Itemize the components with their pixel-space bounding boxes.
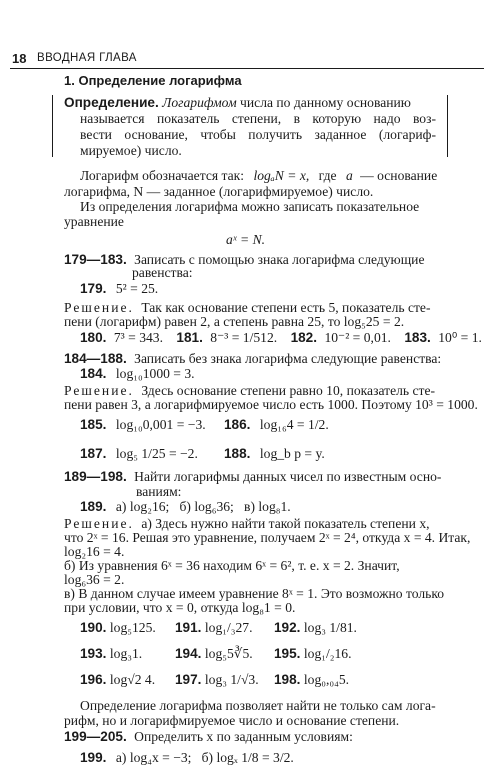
exercise-expression: 8⁻³ = 1/512. [210, 330, 278, 345]
exercise-expression: log₁₀1000 = 3. [115, 366, 195, 381]
definition-term: Логарифмом [162, 95, 237, 110]
exercise-number: 180. [80, 330, 107, 345]
exercise-expression: log₁₀0,001 = −3. [115, 417, 206, 432]
solution-189-line-5: log₆36 = 2. [64, 572, 125, 587]
exercise-number: 188. [224, 446, 251, 461]
exercise-188 [224, 446, 325, 462]
exercise-expression: log₅125. [109, 620, 156, 635]
exponential-equation: aˣ = N. [226, 232, 266, 247]
exercise-191 [175, 620, 253, 636]
exercise-number: 195. [274, 646, 301, 661]
exercise-number: 198. [274, 672, 301, 687]
running-title: ВВОДНАЯ ГЛАВА [37, 52, 137, 64]
exercise-row-180-183 [80, 330, 482, 346]
section-title: 1. Определение логарифма [64, 73, 242, 88]
task-text: Определить x по заданным условиям: [134, 729, 353, 744]
task-189-198-line-2: ваниям: [136, 484, 182, 499]
exercise-number: 179. [80, 281, 107, 296]
exercise-number: 189. [80, 499, 107, 514]
solution-text: а) Здесь нужно найти такой показатель степени x, [141, 516, 430, 531]
definition-right-bar [447, 95, 448, 157]
exercise-expression: log₃1. [109, 646, 143, 661]
exercise-expression: 10⁰ = 1. [438, 330, 482, 345]
exercise-expression: log₃ 1/81. [303, 620, 357, 635]
notation-text: где [318, 168, 337, 183]
exercise-186 [224, 417, 329, 433]
task-range: 189—198. [64, 469, 127, 484]
solution-label: Решение. [64, 383, 134, 398]
exercise-row-185-186 [80, 417, 206, 433]
exercise-number: 197. [175, 672, 202, 687]
exercise-number: 186. [224, 417, 251, 432]
exercise-number: 191. [175, 620, 202, 635]
notation-formula: logₐN = x, [253, 168, 310, 183]
task-text: Найти логарифмы данных чисел по известным осно- [134, 469, 442, 484]
definition-line-3: вести основание, чтобы получить заданное (логариф- [80, 127, 436, 142]
header-rule [10, 68, 484, 69]
solution-179-line-2: пени (логарифм) равен 2, а степень равна 25, то log₅25 = 2. [64, 314, 405, 329]
exercise-number: 199. [80, 750, 107, 765]
solution-189-line-3: log₂16 = 4. [64, 544, 125, 559]
exercise-192 [274, 620, 357, 636]
exercise-number: 193. [80, 646, 107, 661]
page-number: 18 [12, 51, 27, 66]
exercise-number: 181. [176, 330, 203, 345]
exercise-expression: log₁/₃27. [204, 620, 253, 635]
exercise-expression: log√2 4. [109, 672, 156, 687]
definition-line-2: называется показатель степени, в которую надо воз- [80, 111, 436, 126]
solution-text: Так как основание степени есть 5, показатель сте- [141, 300, 431, 315]
task-179-183-line-2: равенства: [132, 265, 193, 280]
definition-text-1: числа по данному основанию [240, 95, 411, 110]
notation-line-2: логарифма, N — заданное (логарифмируемое) число. [64, 184, 374, 199]
exercise-expression: 7³ = 343. [113, 330, 163, 345]
task-range: 179—183. [64, 252, 127, 267]
solution-text: Здесь основание степени равно 10, показатель сте- [141, 383, 436, 398]
exercise-189 [80, 499, 291, 515]
solution-189-line-2: что 2ˣ = 16. Решая это уравнение, получаем 2ˣ = 2⁴, откуда x = 4. Итак, [64, 530, 471, 545]
exercise-number: 190. [80, 620, 107, 635]
task-199-205 [64, 729, 353, 745]
exercise-expression: log_b p = y. [259, 446, 325, 461]
exercise-expression: log₁₆4 = 1/2. [259, 417, 329, 432]
solution-label: Решение. [64, 300, 134, 315]
solution-184-line-2: пени равен 3, а логарифмируемое число есть 1000. Поэтому 10³ = 1000. [64, 397, 478, 412]
task-text: Записать с помощью знака логарифма следующие [134, 252, 425, 267]
exercise-expression: log₁/₂16. [303, 646, 352, 661]
exercise-184 [80, 366, 195, 382]
exercise-198 [274, 672, 349, 688]
closing-line-1: Определение логарифма позволяет найти не только сам лога- [80, 698, 436, 713]
task-range: 184—188. [64, 351, 127, 366]
exercise-number: 182. [290, 330, 318, 345]
exercise-expression: log₅5∛5. [204, 646, 253, 661]
task-189-198 [64, 469, 441, 485]
exercise-197 [175, 672, 259, 688]
closing-line-2: рифм, но и логарифмируемое число и основание степени. [64, 713, 400, 728]
exercise-number: 196. [80, 672, 107, 687]
solution-label: Решение. [64, 516, 134, 531]
definition-line-1 [64, 95, 436, 111]
exercise-expression: log₅ 1/25 = −2. [115, 446, 198, 461]
exercise-number: 184. [80, 366, 107, 381]
exercise-number: 192. [274, 620, 301, 635]
solution-189-line-4: б) Из уравнения 6ˣ = 36 находим 6ˣ = 6², т. е. x = 2. Значит, [64, 558, 400, 573]
exercise-199 [80, 750, 294, 766]
exercise-195 [274, 646, 352, 662]
notation-line-4: уравнение [64, 214, 124, 229]
exercise-expression: 10⁻² = 0,01. [324, 330, 391, 345]
task-range: 199—205. [64, 729, 127, 744]
definition-left-bar [52, 95, 53, 157]
exercise-number: 187. [80, 446, 107, 461]
task-179-183 [64, 252, 424, 268]
exercise-194 [175, 646, 253, 662]
exercise-193 [80, 646, 142, 662]
exercise-expression: а) log₄x = −3; б) logₓ 1/8 = 3/2. [115, 750, 294, 765]
notation-line-1 [80, 168, 437, 184]
definition-line-4: мируемое) число. [80, 143, 182, 158]
exercise-number: 185. [80, 417, 107, 432]
exercise-190 [80, 620, 156, 636]
exercise-196 [80, 672, 155, 688]
notation-text: Логарифм обозначается так: [80, 168, 245, 183]
task-184-188 [64, 351, 441, 367]
solution-189-line-7: при условии, что x = 0, откуда log₈1 = 0. [64, 600, 296, 615]
exercise-expression: log₀,₀₄5. [303, 672, 350, 687]
exercise-179 [80, 281, 158, 297]
notation-text: — основание [360, 168, 438, 183]
notation-line-3: Из определения логарифма можно записать показательное [80, 199, 420, 214]
task-text: Записать без знака логарифма следующие равенства: [134, 351, 442, 366]
exercise-expression: log₃ 1/√3. [204, 672, 259, 687]
exercise-187 [80, 446, 198, 462]
exercise-expression: а) log₂16; б) log₆36; в) log₈1. [115, 499, 291, 514]
exercise-expression: 5² = 25. [115, 281, 159, 296]
exercise-number: 194. [175, 646, 202, 661]
solution-189-line-6: в) В данном случае имеем уравнение 8ˣ = 1. Это возможно только [64, 586, 445, 601]
exercise-number: 183. [404, 330, 431, 345]
notation-var: a [345, 168, 353, 183]
definition-label: Определение. [64, 95, 159, 110]
